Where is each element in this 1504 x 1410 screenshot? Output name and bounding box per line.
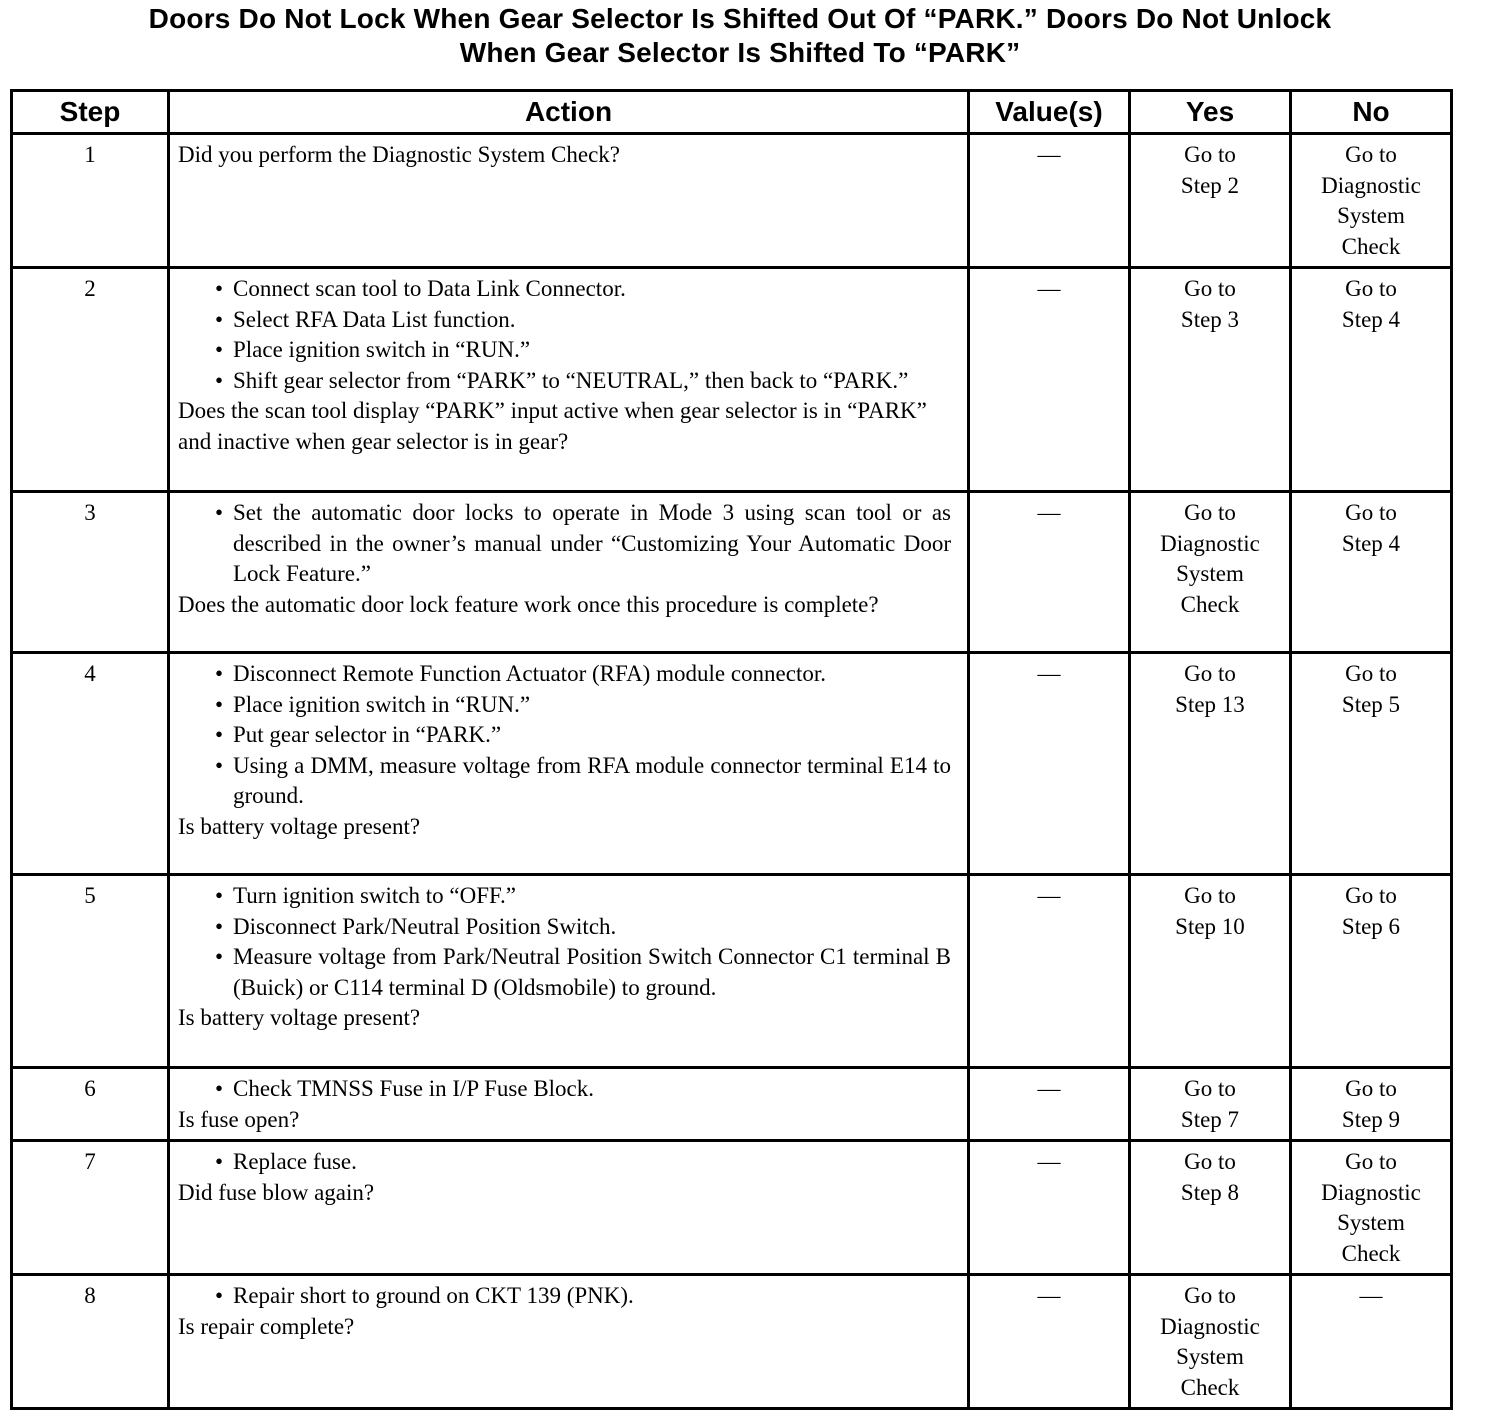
table-row <box>12 134 1452 268</box>
no-cell-line: Check <box>1341 233 1401 259</box>
column-header-yes: Yes <box>1130 91 1291 134</box>
action-cell <box>169 875 969 1068</box>
value-cell: — <box>969 875 1130 1068</box>
step-number: 2 <box>12 268 169 492</box>
no-cell-line: Go to <box>1345 1149 1397 1174</box>
table-row <box>12 653 1452 875</box>
column-header-values: Value(s) <box>969 91 1130 134</box>
action-question: Is fuse open? <box>178 1106 300 1132</box>
no-cell-line: Step 4 <box>1341 530 1401 556</box>
yes-cell-line: Step 13 <box>1175 691 1245 717</box>
yes-cell-line: Diagnostic <box>1160 530 1260 556</box>
action-bullet-list <box>178 1281 959 1312</box>
action-bullet-item: • Repair short to ground on CKT 139 (PNK). <box>233 1281 959 1312</box>
action-question: Did fuse blow again? <box>178 1179 375 1205</box>
no-cell <box>1291 1141 1452 1275</box>
no-cell <box>1291 1275 1452 1409</box>
value-cell: — <box>969 134 1130 268</box>
diagnostic-table <box>10 89 1453 1410</box>
page-title-line-1: Doors Do Not Lock When Gear Selector Is Shifted Out Of “PARK.” Doors Do Not Unlock <box>148 3 1332 34</box>
yes-cell-line: Step 2 <box>1180 172 1240 198</box>
action-cell <box>169 1275 969 1409</box>
yes-cell-line: Check <box>1180 1374 1240 1400</box>
value-cell: — <box>969 1275 1130 1409</box>
table-header <box>12 91 1452 134</box>
yes-cell-line: Go to <box>1184 1149 1236 1174</box>
action-bullet-item: • Using a DMM, measure voltage from RFA module connector terminal E14 to ground. <box>233 751 959 812</box>
no-cell-line: System <box>1337 203 1405 228</box>
action-bullet-item: • Measure voltage from Park/Neutral Position Switch Connector C1 terminal B (Buick) or C114 terminal D (Oldsmobile) to ground. <box>233 942 959 1003</box>
yes-cell <box>1130 1068 1291 1141</box>
value-cell: — <box>969 653 1130 875</box>
action-bullet-item: • Turn ignition switch to “OFF.” <box>233 881 959 912</box>
action-question: Is battery voltage present? <box>178 1005 421 1030</box>
no-cell-line: Diagnostic <box>1321 172 1421 198</box>
no-cell-line: Step 5 <box>1341 691 1401 717</box>
action-bullet-list <box>178 274 959 396</box>
table-row <box>12 268 1452 492</box>
action-bullet-list <box>178 1074 959 1105</box>
action-question: Does the scan tool display “PARK” input active when gear selector is in “PARK” and inactive when gear selector is in gear? <box>178 398 927 454</box>
action-bullet-item: • Put gear selector in “PARK.” <box>233 720 959 751</box>
action-question: Did you perform the Diagnostic System Check? <box>178 142 621 167</box>
yes-cell <box>1130 492 1291 653</box>
column-header-action: Action <box>169 91 969 134</box>
table-row <box>12 875 1452 1068</box>
action-question: Is battery voltage present? <box>178 813 421 839</box>
action-bullet-item: • Disconnect Remote Function Actuator (RFA) module connector. <box>233 659 959 690</box>
no-cell-line: Go to <box>1345 661 1397 686</box>
value-cell: — <box>969 1068 1130 1141</box>
no-cell <box>1291 492 1452 653</box>
no-cell <box>1291 268 1452 492</box>
action-question: Is repair complete? <box>178 1313 355 1339</box>
yes-cell-line: Step 7 <box>1180 1106 1240 1132</box>
table-row <box>12 1141 1452 1275</box>
no-cell-line: Diagnostic <box>1321 1179 1421 1205</box>
no-cell-line: Go to <box>1345 883 1397 908</box>
yes-cell-line: Step 3 <box>1180 306 1240 332</box>
step-number: 7 <box>12 1141 169 1275</box>
no-cell <box>1291 1068 1452 1141</box>
no-cell-line: Check <box>1341 1240 1401 1266</box>
action-bullet-list <box>178 881 959 1003</box>
yes-cell-line: Step 10 <box>1175 913 1245 939</box>
yes-cell-line: Go to <box>1184 276 1236 301</box>
column-header-step: Step <box>12 91 169 134</box>
table-row <box>12 1068 1452 1141</box>
action-bullet-item: • Disconnect Park/Neutral Position Switch. <box>233 912 959 943</box>
step-number: 5 <box>12 875 169 1068</box>
action-bullet-item: • Connect scan tool to Data Link Connector. <box>233 274 959 305</box>
yes-cell-line: System <box>1176 1344 1244 1369</box>
no-cell <box>1291 875 1452 1068</box>
action-bullet-item: • Replace fuse. <box>233 1147 959 1178</box>
action-bullet-list <box>178 659 959 812</box>
yes-cell-line: Diagnostic <box>1160 1313 1260 1339</box>
table-row <box>12 1275 1452 1409</box>
yes-cell-line: Go to <box>1184 661 1236 686</box>
yes-cell-line: Go to <box>1184 1283 1236 1308</box>
no-cell-line: — <box>1359 1283 1383 1308</box>
page-title <box>0 2 1480 70</box>
step-number: 1 <box>12 134 169 268</box>
action-bullet-item: • Check TMNSS Fuse in I/P Fuse Block. <box>233 1074 959 1105</box>
action-bullet-item: • Place ignition switch in “RUN.” <box>233 690 959 721</box>
no-cell-line: Go to <box>1345 142 1397 167</box>
no-cell-line: Step 6 <box>1341 913 1401 939</box>
value-cell: — <box>969 492 1130 653</box>
yes-cell-line: Go to <box>1184 883 1236 908</box>
step-number: 8 <box>12 1275 169 1409</box>
action-bullet-item: • Shift gear selector from “PARK” to “NEUTRAL,” then back to “PARK.” <box>233 366 959 397</box>
action-cell <box>169 1141 969 1275</box>
action-cell <box>169 492 969 653</box>
page-title-line-2: When Gear Selector Is Shifted To “PARK” <box>459 37 1021 68</box>
yes-cell-line: Step 8 <box>1180 1179 1240 1205</box>
action-bullet-list <box>178 1147 959 1178</box>
yes-cell-line: Go to <box>1184 500 1236 525</box>
no-cell-line: System <box>1337 1210 1405 1235</box>
no-cell-line: Step 9 <box>1341 1106 1401 1132</box>
step-number: 6 <box>12 1068 169 1141</box>
action-cell <box>169 134 969 268</box>
action-question: Does the automatic door lock feature work once this procedure is complete? <box>178 591 879 617</box>
step-number: 3 <box>12 492 169 653</box>
no-cell <box>1291 134 1452 268</box>
yes-cell-line: System <box>1176 561 1244 586</box>
step-number: 4 <box>12 653 169 875</box>
no-cell-line: Go to <box>1345 1076 1397 1101</box>
table-body <box>12 134 1452 1409</box>
action-cell <box>169 268 969 492</box>
yes-cell <box>1130 1275 1291 1409</box>
no-cell-line: Go to <box>1345 276 1397 301</box>
value-cell: — <box>969 1141 1130 1275</box>
value-cell: — <box>969 268 1130 492</box>
action-bullet-item: • Set the automatic door locks to operate in Mode 3 using scan tool or as described in the owner’s manual under “Customizing Your Automatic Door Lock Feature.” <box>233 498 959 590</box>
no-cell-line: Step 4 <box>1341 306 1401 332</box>
table-row <box>12 492 1452 653</box>
action-bullet-item: • Select RFA Data List function. <box>233 305 959 336</box>
action-cell <box>169 1068 969 1141</box>
no-cell-line: Go to <box>1345 500 1397 525</box>
yes-cell <box>1130 134 1291 268</box>
no-cell <box>1291 653 1452 875</box>
yes-cell-line: Go to <box>1184 1076 1236 1101</box>
action-bullet-item: • Place ignition switch in “RUN.” <box>233 335 959 366</box>
action-bullet-list <box>178 498 959 590</box>
table-header-row <box>12 91 1452 134</box>
yes-cell-line: Go to <box>1184 142 1236 167</box>
yes-cell <box>1130 875 1291 1068</box>
yes-cell <box>1130 268 1291 492</box>
yes-cell-line: Check <box>1180 591 1240 617</box>
action-cell <box>169 653 969 875</box>
column-header-no: No <box>1291 91 1452 134</box>
yes-cell <box>1130 653 1291 875</box>
yes-cell <box>1130 1141 1291 1275</box>
